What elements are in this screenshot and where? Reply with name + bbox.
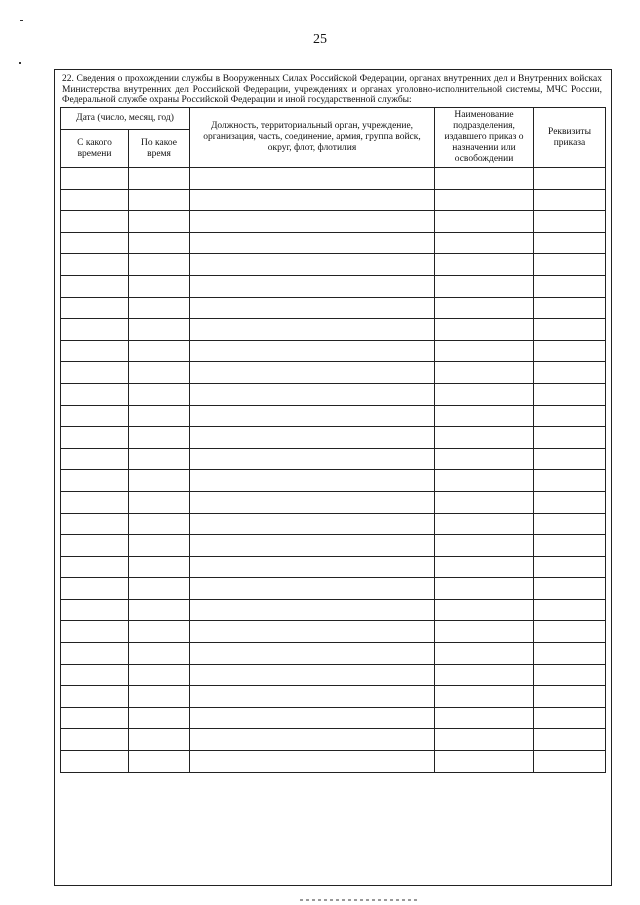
cell-position (190, 535, 435, 557)
cell-to (129, 686, 190, 708)
cell-unit (435, 643, 534, 665)
table-row (61, 383, 606, 405)
cell-order (534, 189, 606, 211)
table-row (61, 707, 606, 729)
cell-position (190, 427, 435, 449)
cell-position (190, 599, 435, 621)
cell-unit (435, 513, 534, 535)
cell-from (61, 686, 129, 708)
cell-from (61, 556, 129, 578)
cell-unit (435, 556, 534, 578)
cell-unit (435, 189, 534, 211)
cell-position (190, 383, 435, 405)
table-row (61, 405, 606, 427)
cell-order (534, 599, 606, 621)
cell-from (61, 232, 129, 254)
cell-position (190, 621, 435, 643)
cell-from (61, 643, 129, 665)
table-body (61, 168, 606, 773)
cell-order (534, 578, 606, 600)
cell-unit (435, 297, 534, 319)
cell-position (190, 168, 435, 190)
cell-to (129, 729, 190, 751)
cell-to (129, 599, 190, 621)
cell-from (61, 405, 129, 427)
cell-from (61, 491, 129, 513)
cell-to (129, 664, 190, 686)
cell-position (190, 491, 435, 513)
table-row (61, 189, 606, 211)
cell-unit (435, 578, 534, 600)
cell-position (190, 643, 435, 665)
cell-order (534, 491, 606, 513)
table-row (61, 211, 606, 233)
cell-to (129, 319, 190, 341)
cell-to (129, 383, 190, 405)
cell-from (61, 275, 129, 297)
cell-to (129, 232, 190, 254)
cell-unit (435, 319, 534, 341)
table-row (61, 254, 606, 276)
table-row (61, 686, 606, 708)
cell-position (190, 275, 435, 297)
cell-position (190, 729, 435, 751)
cell-order (534, 556, 606, 578)
cell-position (190, 556, 435, 578)
cell-unit (435, 232, 534, 254)
cell-order (534, 275, 606, 297)
cell-order (534, 513, 606, 535)
cell-to (129, 535, 190, 557)
cell-order (534, 643, 606, 665)
cell-position (190, 232, 435, 254)
cell-order (534, 383, 606, 405)
cell-order (534, 168, 606, 190)
cell-unit (435, 707, 534, 729)
cell-order (534, 448, 606, 470)
table-row (61, 513, 606, 535)
cell-unit (435, 448, 534, 470)
cell-order (534, 686, 606, 708)
cell-position (190, 362, 435, 384)
cell-order (534, 729, 606, 751)
cell-from (61, 729, 129, 751)
table-row (61, 599, 606, 621)
cell-unit (435, 340, 534, 362)
cell-to (129, 556, 190, 578)
cell-unit (435, 491, 534, 513)
cell-position (190, 448, 435, 470)
cell-to (129, 470, 190, 492)
cell-unit (435, 275, 534, 297)
section-intro: 22. Сведения о прохождении службы в Вооруженных Силах Российской Федерации, органах внутренних дел и Внутренних войсках Министерства внутренних дел Российской Федерации, учреждениях и органах уголовно-исполнительной системы, МЧС России, Федеральной службе охраны Российской Федерации и иной государственной службы: (62, 74, 602, 105)
cell-to (129, 513, 190, 535)
cell-unit (435, 621, 534, 643)
table-row (61, 297, 606, 319)
cell-from (61, 362, 129, 384)
table-row (61, 621, 606, 643)
header-unit: Наименование подразделения, издавшего приказ о назначении или освобождении (435, 108, 534, 168)
table-row (61, 491, 606, 513)
cell-unit (435, 470, 534, 492)
cell-unit (435, 211, 534, 233)
cell-from (61, 168, 129, 190)
cell-order (534, 470, 606, 492)
cell-position (190, 297, 435, 319)
cell-unit (435, 535, 534, 557)
service-record-table (60, 107, 606, 773)
header-from: С какого времени (61, 130, 129, 168)
cell-position (190, 664, 435, 686)
cell-to (129, 340, 190, 362)
cell-to (129, 427, 190, 449)
cell-to (129, 275, 190, 297)
cell-from (61, 448, 129, 470)
table-row (61, 427, 606, 449)
cell-position (190, 340, 435, 362)
cell-position (190, 686, 435, 708)
cell-from (61, 211, 129, 233)
cell-to (129, 362, 190, 384)
cell-position (190, 211, 435, 233)
table-row (61, 556, 606, 578)
cell-from (61, 297, 129, 319)
cell-unit (435, 686, 534, 708)
cell-unit (435, 362, 534, 384)
cell-unit (435, 599, 534, 621)
table-row (61, 275, 606, 297)
cell-to (129, 578, 190, 600)
cell-to (129, 211, 190, 233)
cell-position (190, 319, 435, 341)
header-to: По какое время (129, 130, 190, 168)
cell-position (190, 578, 435, 600)
cell-unit (435, 427, 534, 449)
cell-to (129, 491, 190, 513)
table-row (61, 232, 606, 254)
cell-order (534, 211, 606, 233)
cell-from (61, 751, 129, 773)
cell-unit (435, 751, 534, 773)
cell-to (129, 405, 190, 427)
cell-to (129, 254, 190, 276)
cell-unit (435, 664, 534, 686)
table-row (61, 751, 606, 773)
cell-to (129, 448, 190, 470)
table-row (61, 340, 606, 362)
cell-order (534, 751, 606, 773)
cell-from (61, 254, 129, 276)
table-row (61, 535, 606, 557)
cell-from (61, 427, 129, 449)
cell-from (61, 319, 129, 341)
cell-order (534, 340, 606, 362)
cell-to (129, 751, 190, 773)
cell-order (534, 707, 606, 729)
cell-position (190, 189, 435, 211)
cell-from (61, 535, 129, 557)
table-row (61, 578, 606, 600)
cell-from (61, 470, 129, 492)
cell-from (61, 383, 129, 405)
table-row (61, 362, 606, 384)
cell-from (61, 621, 129, 643)
table-row (61, 470, 606, 492)
cell-to (129, 297, 190, 319)
cell-unit (435, 254, 534, 276)
cell-order (534, 319, 606, 341)
header-position: Должность, территориальный орган, учреждение, организация, часть, соединение, армия, группа войск, округ, флот, флотилия (190, 108, 435, 168)
table-row (61, 319, 606, 341)
cell-unit (435, 405, 534, 427)
table-row (61, 729, 606, 751)
table-row (61, 168, 606, 190)
cell-order (534, 621, 606, 643)
cell-order (534, 535, 606, 557)
cell-position (190, 751, 435, 773)
cell-position (190, 513, 435, 535)
scan-mark (20, 20, 23, 21)
table-row (61, 448, 606, 470)
cell-order (534, 362, 606, 384)
cell-order (534, 297, 606, 319)
cell-order (534, 232, 606, 254)
cell-from (61, 664, 129, 686)
cell-from (61, 578, 129, 600)
cell-to (129, 643, 190, 665)
cell-to (129, 168, 190, 190)
cell-from (61, 707, 129, 729)
cell-to (129, 621, 190, 643)
cell-order (534, 405, 606, 427)
header-date-group: Дата (число, месяц, год) (61, 108, 190, 130)
cell-position (190, 470, 435, 492)
table-row (61, 664, 606, 686)
cell-from (61, 599, 129, 621)
cell-position (190, 707, 435, 729)
cell-order (534, 254, 606, 276)
cell-unit (435, 383, 534, 405)
scan-artifact (300, 899, 420, 901)
cell-to (129, 189, 190, 211)
cell-order (534, 427, 606, 449)
scan-mark (19, 62, 21, 64)
cell-position (190, 254, 435, 276)
page-number: 25 (313, 32, 327, 47)
cell-from (61, 513, 129, 535)
header-order: Реквизиты приказа (534, 108, 606, 168)
cell-order (534, 664, 606, 686)
cell-unit (435, 729, 534, 751)
table-row (61, 643, 606, 665)
cell-from (61, 340, 129, 362)
cell-to (129, 707, 190, 729)
cell-from (61, 189, 129, 211)
cell-position (190, 405, 435, 427)
cell-unit (435, 168, 534, 190)
